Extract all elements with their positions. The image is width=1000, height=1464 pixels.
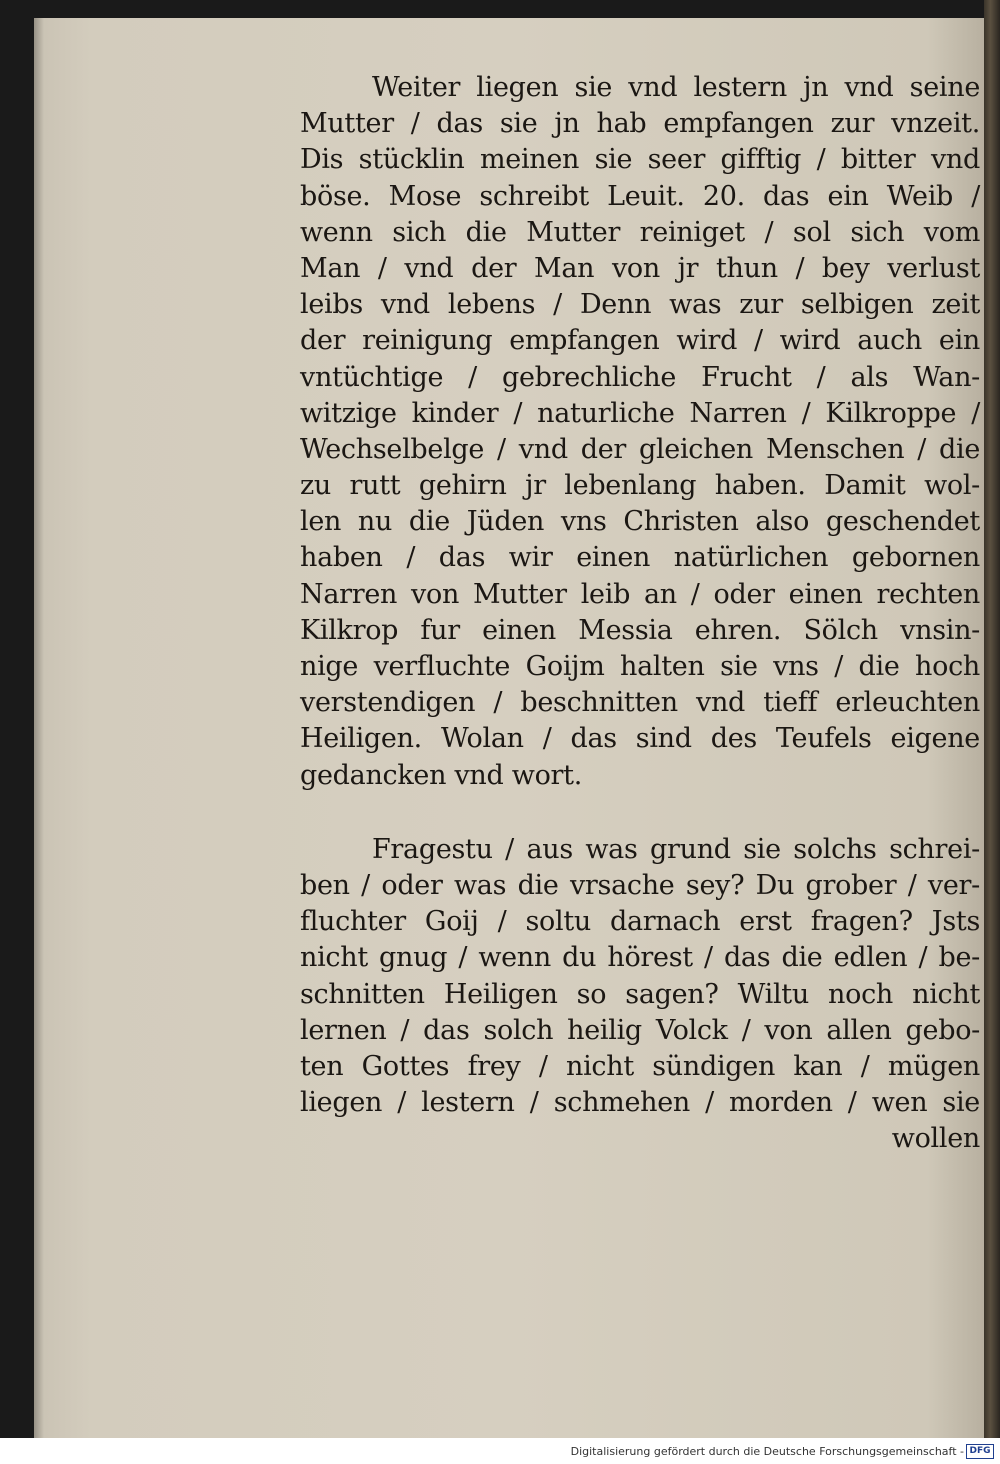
text-line: Heiligen. Wolan / das sind des Teufels eigene xyxy=(300,723,980,755)
text-line: nige verfluchte Goijm halten sie vns / die hoch xyxy=(300,651,980,682)
text-line: zu rutt gehirn jr lebenlang haben. Damit wol- xyxy=(300,470,980,502)
text-line: ten Gottes frey / nicht sündigen kan / mügen xyxy=(300,1050,980,1082)
catchword: wollen xyxy=(891,1123,980,1155)
text-line: gedancken vnd wort. xyxy=(300,759,582,791)
text-line: haben / das wir einen natürlichen gebornen xyxy=(300,542,980,574)
text-line: Mutter / das sie jn hab empfangen zur vnzeit. xyxy=(300,108,980,140)
text-line: Man / vnd der Man von jr thun / bey verlust xyxy=(300,252,980,284)
text-line: Wechselbelge / vnd der gleichen Menschen / die xyxy=(300,433,980,465)
page-text-block xyxy=(300,70,980,1157)
text-line: lernen / das solch heilig Volck / von allen gebo- xyxy=(300,1014,980,1046)
page-gutter-shadow xyxy=(34,18,44,1438)
text-line: Narren von Mutter leib an / oder einen rechten xyxy=(300,578,980,610)
text-line: verstendigen / beschnitten vnd tieff erleuchten xyxy=(300,687,980,719)
text-line: liegen / lestern / schmehen / morden / wen sie xyxy=(300,1087,980,1119)
footer-credit: Digitalisierung gefördert durch die Deutsche Forschungsgemeinschaft - xyxy=(570,1445,964,1458)
text-line: witzige kinder / naturliche Narren / Kilkroppe / xyxy=(300,397,980,429)
text-line: Kilkrop fur einen Messia ehren. Sölch vnsin- xyxy=(300,614,980,646)
text-line: schnitten Heiligen so sagen? Wiltu noch nicht xyxy=(300,978,980,1010)
text-line: ben / oder was die vrsache sey? Du grober / ver- xyxy=(300,869,980,901)
text-line: len nu die Jüden vns Christen also geschendet xyxy=(300,506,980,538)
book-edge xyxy=(984,0,1000,1438)
footer-bar xyxy=(0,1438,1000,1464)
text-line: Fragestu / aus was grund sie solchs schrei- xyxy=(372,833,980,865)
text-line: Dis stücklin meinen sie seer gifftig / bitter vnd xyxy=(300,144,980,176)
dfg-logo: DFG xyxy=(966,1444,994,1459)
paragraph-2 xyxy=(300,832,980,1158)
text-line: wenn sich die Mutter reiniget / sol sich vom xyxy=(300,216,980,248)
text-line: Weiter liegen sie vnd lestern jn vnd seine xyxy=(372,72,980,103)
text-line: nicht gnug / wenn du hörest / das die edlen / be- xyxy=(300,942,980,974)
text-line: fluchter Goij / soltu darnach erst fragen? Jsts xyxy=(300,906,980,938)
text-line: der reinigung empfangen wird / wird auch ein xyxy=(300,325,980,357)
paragraph-1 xyxy=(300,70,980,794)
text-line: vntüchtige / gebrechliche Frucht / als Wan- xyxy=(300,361,980,393)
text-line: böse. Mose schreibt Leuit. 20. das ein Weib / xyxy=(300,180,980,212)
text-line: leibs vnd lebens / Denn was zur selbigen zeit xyxy=(300,289,980,321)
